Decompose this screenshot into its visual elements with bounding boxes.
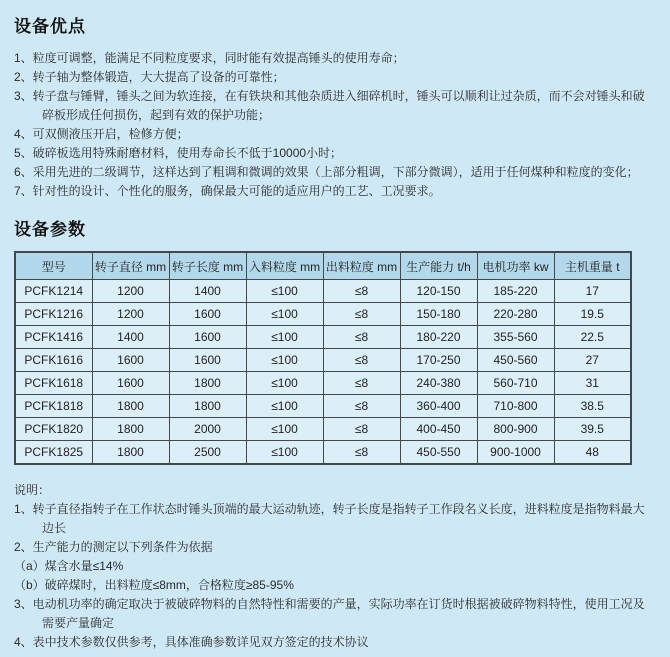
table-row xyxy=(15,280,631,303)
value-cell: 2500 xyxy=(169,441,246,465)
value-cell: 1600 xyxy=(169,303,246,326)
value-cell: 220-280 xyxy=(477,303,554,326)
note-item: （b）破碎煤时，出料粒度≤8mm，合格粒度≥85-95% xyxy=(14,578,294,592)
value-cell: 31 xyxy=(554,372,631,395)
note-item: 1、转子直径指转子在工作状态时锤头顶端的最大运动轨迹，转子长度是指转子工作段名义长度，进料粒度是指物料最大边长 xyxy=(14,502,645,535)
table-column-header: 型号 xyxy=(15,252,92,280)
value-cell: ≤8 xyxy=(323,349,400,372)
advantages-title: 设备优点 xyxy=(14,17,86,37)
value-cell: 185-220 xyxy=(477,280,554,303)
table-row xyxy=(15,441,631,465)
table-column-header: 转子长度 mm xyxy=(169,252,246,280)
value-cell: 120-150 xyxy=(400,280,477,303)
advantage-item: 3、转子盘与锤臂，锤头之间为软连接，在有铁块和其他杂质进入细碎机时，锤头可以顺利让过杂质，而不会对锤头和破碎板形成任何损伤，起到有效的保护功能； xyxy=(14,89,645,122)
value-cell: 22.5 xyxy=(554,326,631,349)
table-column-header: 主机重量 t xyxy=(554,252,631,280)
advantage-item: 7、针对性的设计、个性化的服务，确保最大可能的适应用户的工艺、工况要求。 xyxy=(14,184,441,198)
value-cell: ≤100 xyxy=(246,303,323,326)
value-cell: 450-560 xyxy=(477,349,554,372)
value-cell: ≤8 xyxy=(323,372,400,395)
table-row xyxy=(15,303,631,326)
value-cell: 355-560 xyxy=(477,326,554,349)
value-cell: 39.5 xyxy=(554,418,631,441)
value-cell: 1800 xyxy=(92,395,169,418)
table-row xyxy=(15,372,631,395)
value-cell: 2000 xyxy=(169,418,246,441)
model-cell: PCFK1616 xyxy=(15,349,92,372)
advantage-item: 2、转子轴为整体锻造，大大提高了设备的可靠性； xyxy=(14,70,285,84)
table-column-header: 出料粒度 mm xyxy=(323,252,400,280)
value-cell: ≤100 xyxy=(246,349,323,372)
advantage-item: 4、可双侧液压开启，检修方便； xyxy=(14,127,189,141)
value-cell: 1200 xyxy=(92,280,169,303)
table-row xyxy=(15,395,631,418)
model-cell: PCFK1618 xyxy=(15,372,92,395)
value-cell: 17 xyxy=(554,280,631,303)
value-cell: 800-900 xyxy=(477,418,554,441)
model-cell: PCFK1818 xyxy=(15,395,92,418)
table-row xyxy=(15,349,631,372)
value-cell: 170-250 xyxy=(400,349,477,372)
value-cell: 560-710 xyxy=(477,372,554,395)
table-header-row xyxy=(15,252,631,280)
table-column-header: 转子直径 mm xyxy=(92,252,169,280)
value-cell: 1800 xyxy=(169,372,246,395)
value-cell: ≤100 xyxy=(246,395,323,418)
value-cell: 48 xyxy=(554,441,631,465)
value-cell: ≤8 xyxy=(323,395,400,418)
notes-title: 说明： xyxy=(14,483,51,497)
table-column-header: 电机功率 kw xyxy=(477,252,554,280)
note-item: 2、生产能力的测定以下列条件为依据 xyxy=(14,540,213,554)
value-cell: 400-450 xyxy=(400,418,477,441)
value-cell: 1600 xyxy=(169,349,246,372)
value-cell: 1400 xyxy=(169,280,246,303)
value-cell: 1600 xyxy=(92,372,169,395)
value-cell: ≤100 xyxy=(246,418,323,441)
value-cell: ≤8 xyxy=(323,418,400,441)
value-cell: ≤8 xyxy=(323,326,400,349)
value-cell: 180-220 xyxy=(400,326,477,349)
table-column-header: 生产能力 t/h xyxy=(400,252,477,280)
value-cell: ≤100 xyxy=(246,326,323,349)
value-cell: ≤100 xyxy=(246,280,323,303)
model-cell: PCFK1825 xyxy=(15,441,92,465)
advantage-item: 1、粒度可调整，能满足不同粒度要求，同时能有效提高锤头的使用寿命； xyxy=(14,51,405,65)
value-cell: ≤8 xyxy=(323,280,400,303)
table-row xyxy=(15,418,631,441)
value-cell: 38.5 xyxy=(554,395,631,418)
parameters-title: 设备参数 xyxy=(14,220,86,240)
table-column-header: 入料粒度 mm xyxy=(246,252,323,280)
value-cell: 1800 xyxy=(92,441,169,465)
model-cell: PCFK1416 xyxy=(15,326,92,349)
value-cell: 150-180 xyxy=(400,303,477,326)
advantages-list xyxy=(14,49,656,201)
parameters-table-header xyxy=(15,252,631,280)
parameters-table-body xyxy=(15,280,631,465)
advantage-item: 6、采用先进的二级调节，这样达到了粗调和微调的效果（上部分粗调，下部分微调），适用于任何煤种和粒度的变化； xyxy=(14,165,639,179)
model-cell: PCFK1214 xyxy=(15,280,92,303)
parameters-table xyxy=(14,251,632,465)
notes-list xyxy=(14,500,656,652)
value-cell: 710-800 xyxy=(477,395,554,418)
advantage-item: 5、破碎板选用特殊耐磨材料，使用寿命长不低于10000小时； xyxy=(14,146,343,160)
value-cell: 900-1000 xyxy=(477,441,554,465)
value-cell: 1400 xyxy=(92,326,169,349)
value-cell: 1600 xyxy=(169,326,246,349)
note-item: （a）煤含水量≤14% xyxy=(14,559,124,573)
value-cell: ≤100 xyxy=(246,441,323,465)
value-cell: 1600 xyxy=(92,349,169,372)
table-row xyxy=(15,326,631,349)
value-cell: 1200 xyxy=(92,303,169,326)
note-item: 3、电动机功率的确定取决于被破碎物料的自然特性和需要的产量，实际功率在订货时根据被破碎物料特性，使用工况及需要产量确定 xyxy=(14,597,645,630)
model-cell: PCFK1820 xyxy=(15,418,92,441)
value-cell: ≤8 xyxy=(323,441,400,465)
value-cell: 360-400 xyxy=(400,395,477,418)
value-cell: 240-380 xyxy=(400,372,477,395)
value-cell: 19.5 xyxy=(554,303,631,326)
value-cell: 1800 xyxy=(92,418,169,441)
value-cell: ≤100 xyxy=(246,372,323,395)
value-cell: ≤8 xyxy=(323,303,400,326)
note-item: 4、表中技术参数仅供参考，具体准确参数详见双方签定的技术协议 xyxy=(14,635,369,649)
value-cell: 1800 xyxy=(169,395,246,418)
model-cell: PCFK1216 xyxy=(15,303,92,326)
value-cell: 27 xyxy=(554,349,631,372)
value-cell: 450-550 xyxy=(400,441,477,465)
